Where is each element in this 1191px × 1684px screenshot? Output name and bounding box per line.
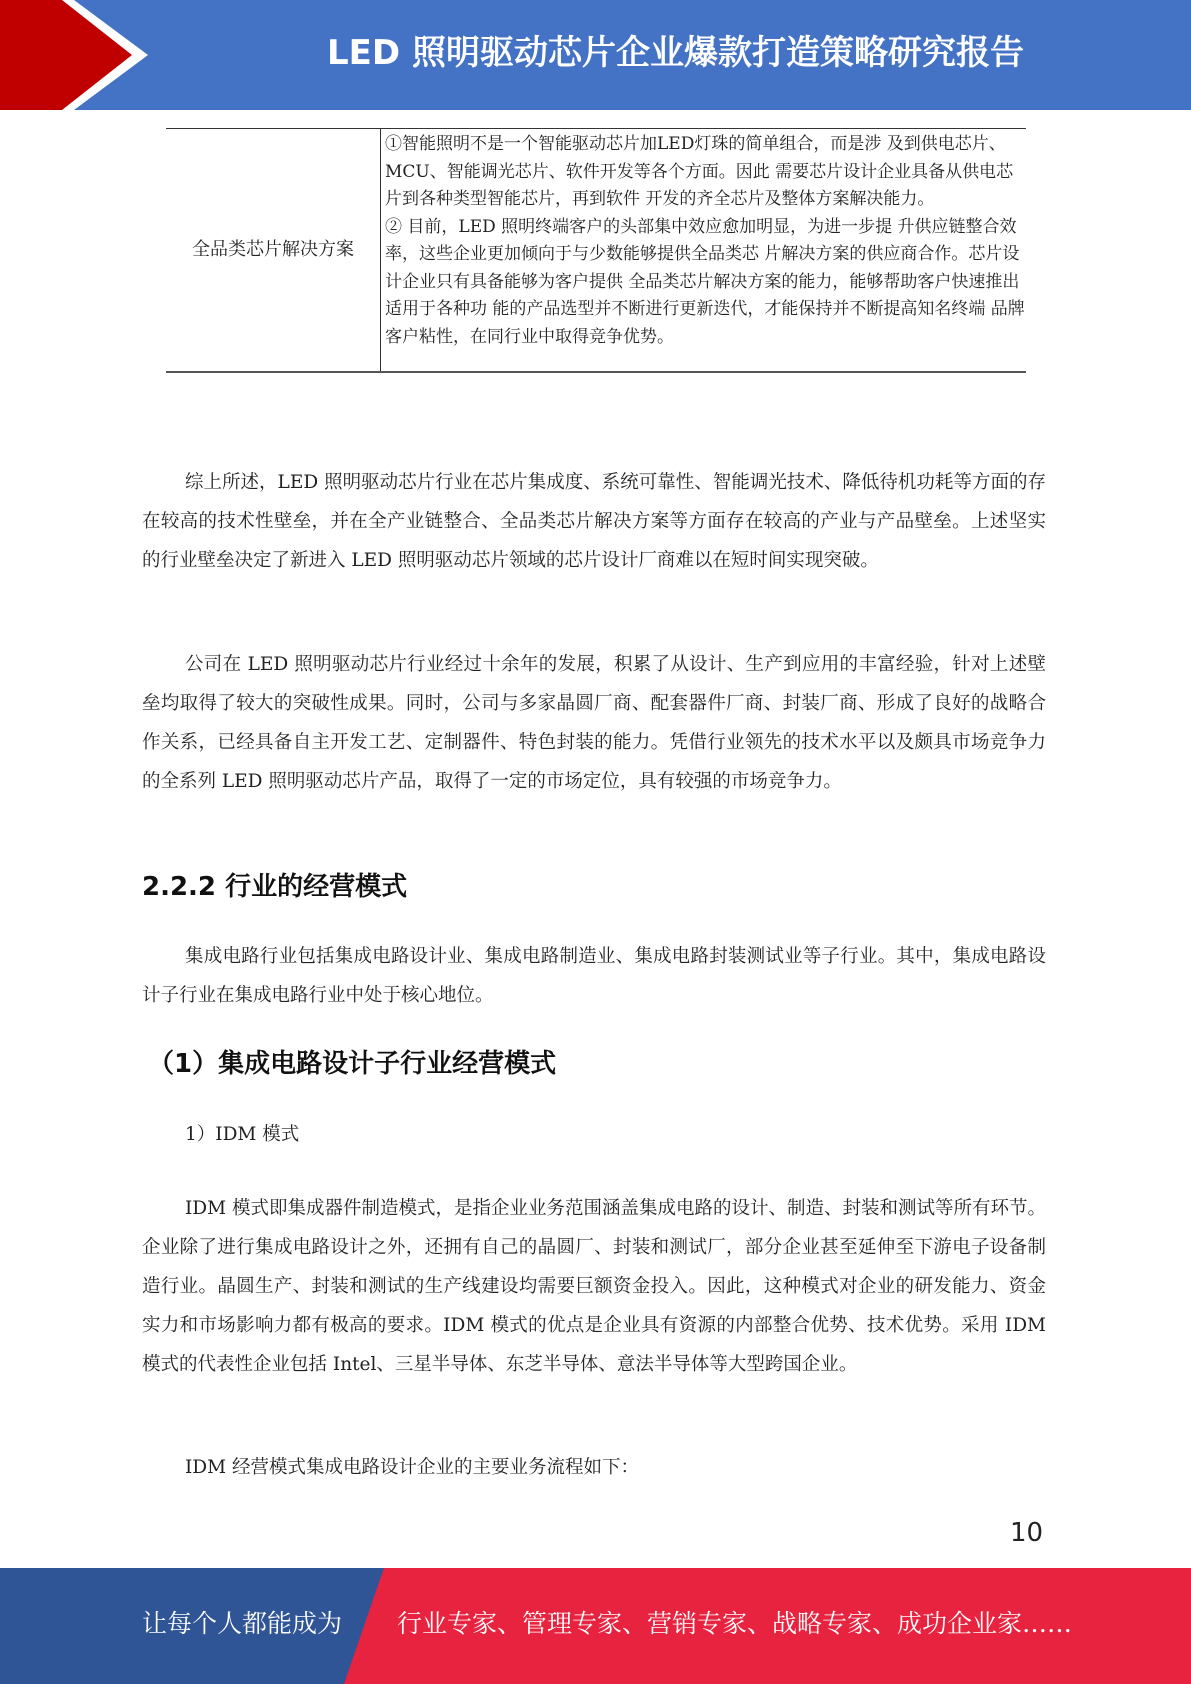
table-row bbox=[166, 129, 1026, 373]
subsection-heading: （1）集成电路设计子行业经营模式 bbox=[148, 1049, 557, 1079]
page-number: 10 bbox=[1010, 1518, 1044, 1548]
footer-slogan-right: 行业专家、管理专家、营销专家、战略专家、成功企业家…… bbox=[397, 1609, 1073, 1638]
paragraph-process: IDM 经营模式集成电路设计企业的主要业务流程如下： bbox=[185, 1457, 639, 1478]
page-header bbox=[0, 0, 1191, 110]
paragraph-idm: IDM 模式即集成器件制造模式，是指企业业务范围涵盖集成电路的设计、制造、封装和测试等所有环节。企业除了进行集成电路设计之外，还拥有自己的晶圆厂、封装和测试厂，部分企业甚至延伸至下游电子设备制造行业。晶圆生产、封装和测试的生产线建设均需要巨额资金投入。因此，这种模式对企业的研发能力、资金实力和市场影响力都有极高的要求。IDM 模式的优点是企业具有资源的内部整合优势、技术优势。采用 IDM 模式的代表性企业包括 Intel、三星半导体、东芝半导体、意法半导体等大型跨国企业。 bbox=[142, 1198, 1046, 1375]
table-content-point-1: ①智能照明不是一个智能驱动芯片加LED灯珠的简单组合，而是涉 及到供电芯片、MCU、智能调光芯片、软件开发等各个方面。因此 需要芯片设计企业具备从供电芯片到各种类型智能芯片，再到软件 开发的齐全芯片及整体方案解决能力。 bbox=[385, 134, 1014, 209]
header-flag-icon bbox=[0, 0, 160, 110]
table-row-label: 全品类芯片解决方案 bbox=[166, 129, 381, 373]
footer-slogan-left: 让每个人都能成为 bbox=[142, 1609, 343, 1638]
paragraph-company: 公司在 LED 照明驱动芯片行业经过十余年的发展，积累了从设计、生产到应用的丰富经验，针对上述壁垒均取得了较大的突破性成果。同时，公司与多家晶圆厂商、配套器件厂商、封装厂商、形成了良好的战略合作关系，已经具备自主开发工艺、定制器件、特色封装的能力。凭借行业领先的技术水平以及颇具市场竞争力的全系列 LED 照明驱动芯片产品，取得了一定的市场定位，具有较强的市场竞争力。 bbox=[142, 654, 1046, 792]
item-heading: 1）IDM 模式 bbox=[185, 1124, 300, 1145]
paragraph-summary: 综上所述，LED 照明驱动芯片行业在芯片集成度、系统可靠性、智能调光技术、降低待机功耗等方面的存在较高的技术性壁垒，并在全产业链整合、全品类芯片解决方案等方面存在较高的产业与产品壁垒。上述坚实的行业壁垒决定了新进入 LED 照明驱动芯片领域的芯片设计厂商难以在短时间实现突破。 bbox=[142, 472, 1046, 571]
page-footer bbox=[0, 1568, 1191, 1684]
table-row-content bbox=[381, 129, 1027, 373]
paragraph-industry: 集成电路行业包括集成电路设计业、集成电路制造业、集成电路封装测试业等子行业。其中，集成电路设计子行业在集成电路行业中处于核心地位。 bbox=[142, 946, 1046, 1006]
header-title: LED 照明驱动芯片企业爆款打造策略研究报告 bbox=[327, 33, 1024, 73]
section-heading: 2.2.2 行业的经营模式 bbox=[142, 872, 408, 902]
barrier-table bbox=[166, 128, 1026, 373]
table-content-point-2: ② 目前，LED 照明终端客户的头部集中效应愈加明显，为进一步提 升供应链整合效率，这些企业更加倾向于与少数能够提供全品类芯 片解决方案的供应商合作。芯片设计企业只有具备能够为客户提供 全品类芯片解决方案的能力，能够帮助客户快速推出适用于各种功 能的产品选型并不断进行更新迭代，才能保持并不断提高知名终端 品牌客户粘性，在同行业中取得竞争优势。 bbox=[385, 216, 1025, 347]
